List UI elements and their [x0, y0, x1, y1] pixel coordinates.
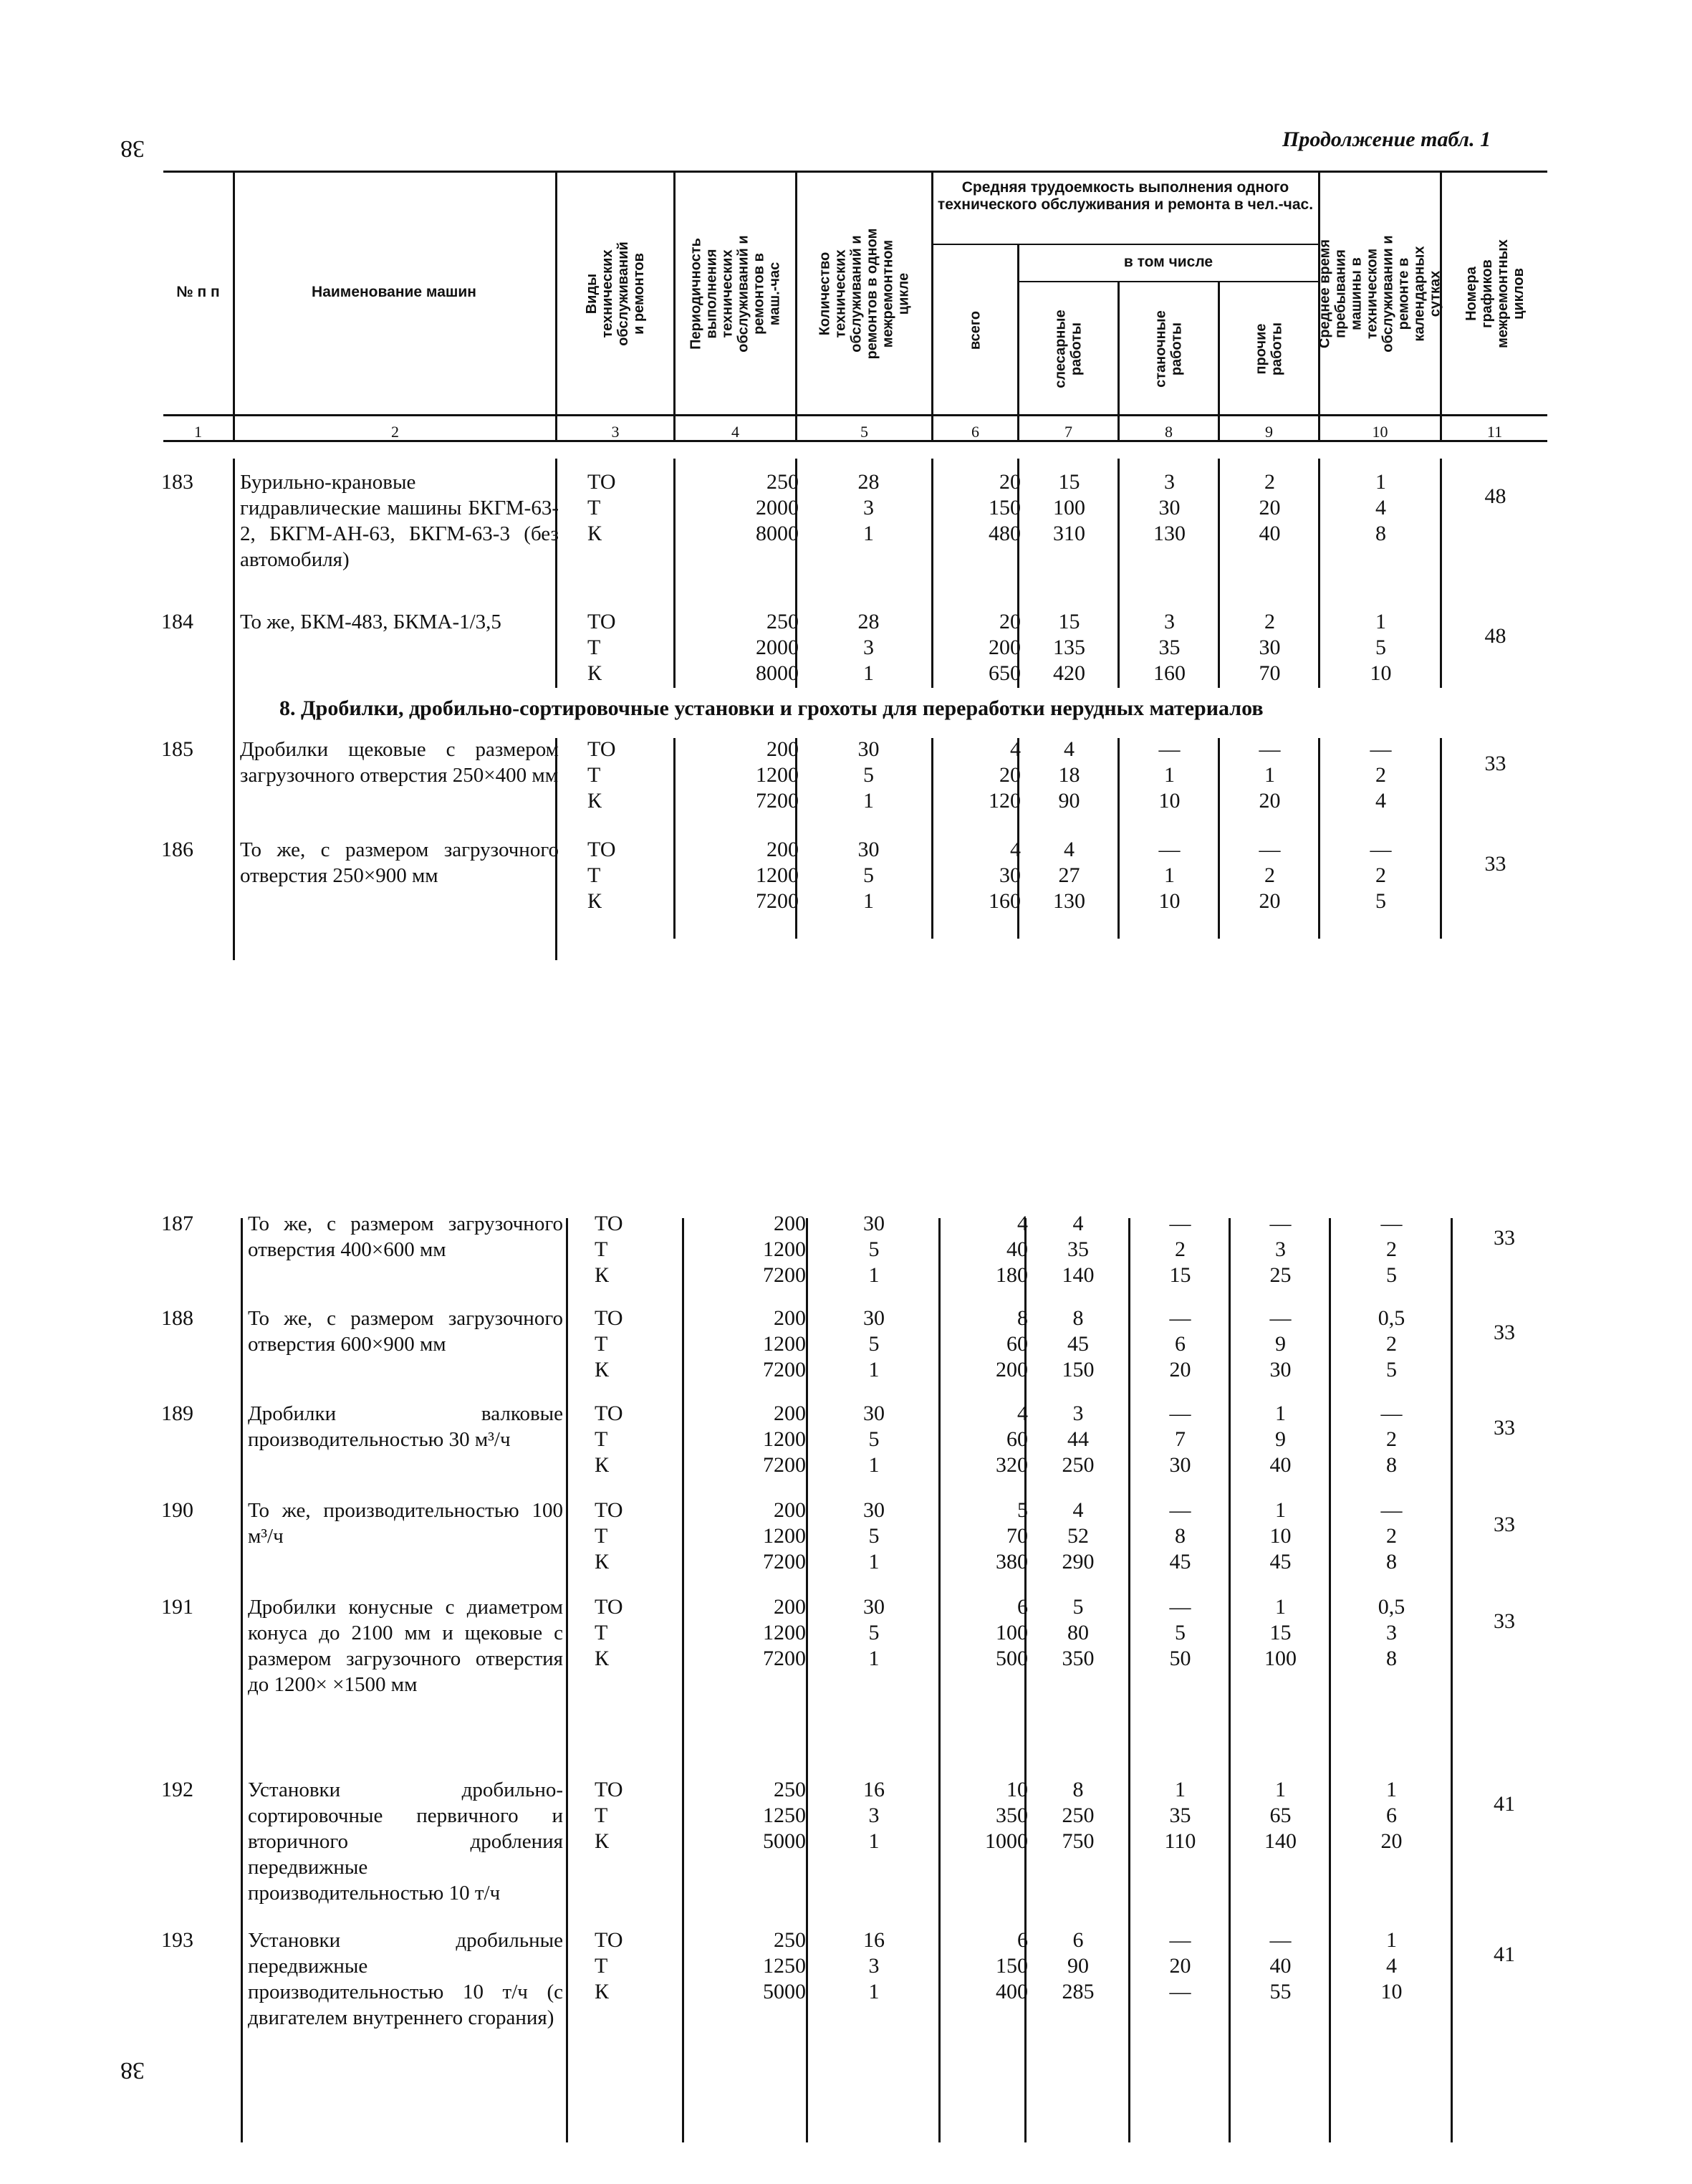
header-col9: прочие работы — [1253, 322, 1285, 376]
count: 30 5 1 — [863, 1595, 885, 1670]
col-number: 9 — [1265, 423, 1273, 441]
graph-number: 33 — [1494, 1513, 1515, 1536]
labor-fitting: 4 35 140 — [1062, 1212, 1095, 1287]
labor-total: 4 40 180 — [996, 1212, 1028, 1287]
labor-fitting: 6 90 285 — [1062, 1928, 1095, 2003]
periodicity: 200 1200 7200 — [763, 1498, 806, 1574]
labor-machining: 3 30 130 — [1153, 470, 1186, 545]
count: 30 5 1 — [863, 1212, 885, 1287]
service-types: ТО Т К — [587, 470, 616, 545]
header-mid-rule — [163, 414, 1547, 416]
table-caption: Продолжение табл. 1 — [1282, 128, 1491, 151]
graph-number: 48 — [1484, 484, 1506, 508]
graph-number: 41 — [1494, 1792, 1515, 1816]
header-col8: станочные работы — [1153, 310, 1185, 388]
graph-number: 33 — [1494, 1226, 1515, 1250]
labor-fitting: 3 44 250 — [1062, 1402, 1095, 1477]
machine-name: То же, с размером загрузочного отверстия 600×900 мм — [248, 1307, 563, 1356]
downtime-days: 1 5 10 — [1370, 610, 1392, 685]
col-number: 10 — [1372, 423, 1388, 441]
labor-machining: — 6 20 — [1169, 1306, 1191, 1381]
service-types: ТО Т К — [595, 1928, 623, 2003]
machine-name: Установки дробильно-сортировочные первичного и вторичного дробления передвижные производительностью 10 т/ч — [248, 1778, 563, 1905]
count: 16 3 1 — [863, 1928, 885, 2003]
labor-machining: 1 35 110 — [1164, 1778, 1196, 1853]
table-row — [0, 1401, 1692, 1487]
labor-machining: — 7 30 — [1169, 1402, 1191, 1477]
machine-name: Дробилки конусные с диаметром конуса до 2100 мм и щековые с размером загрузочного отверстия до 1200× ×1500 мм — [248, 1596, 563, 1696]
labor-total: 6 100 500 — [996, 1595, 1028, 1670]
count: 30 5 1 — [863, 1498, 885, 1574]
labor-total: 5 70 380 — [996, 1498, 1028, 1574]
table-row — [0, 469, 1692, 605]
downtime-days: 1 6 20 — [1380, 1778, 1403, 1853]
count: 30 5 1 — [863, 1306, 885, 1381]
labor-total: 20 150 480 — [989, 470, 1021, 545]
periodicity: 200 1200 7200 — [756, 838, 799, 913]
header-col10: Среднее время пребывания машины в техническом обслуживании и ремонте в календарных сутках — [1317, 235, 1443, 353]
header-col6: всего — [967, 310, 984, 350]
subgroup-rule — [1017, 281, 1318, 282]
row-number: 192 — [161, 1778, 193, 1801]
col-number: 8 — [1165, 423, 1173, 441]
periodicity: 200 1200 7200 — [763, 1402, 806, 1477]
header-col5: Количество технических обслуживаний и ремонтов в одном межремонтном цикле — [817, 228, 912, 360]
downtime-days: — 2 5 — [1370, 838, 1392, 913]
labor-fitting: 4 52 290 — [1062, 1498, 1095, 1574]
periodicity: 200 1200 7200 — [763, 1306, 806, 1381]
service-types: ТО Т К — [595, 1778, 623, 1853]
machine-name: Дробилки валковые производительностью 30 м³/ч — [248, 1402, 563, 1451]
labor-other: 1 15 100 — [1264, 1595, 1297, 1670]
count: 30 5 1 — [857, 737, 880, 813]
header-top-rule — [163, 171, 1547, 173]
count: 30 5 1 — [863, 1402, 885, 1477]
count: 28 3 1 — [857, 610, 880, 685]
labor-fitting: 15 100 310 — [1053, 470, 1085, 545]
labor-other: 2 30 70 — [1259, 610, 1281, 685]
table-row — [0, 1306, 1692, 1392]
labor-machining: — 20 — — [1169, 1928, 1191, 2003]
downtime-days: — 2 4 — [1370, 737, 1392, 813]
row-number: 187 — [161, 1212, 193, 1235]
col-number: 2 — [391, 423, 399, 441]
labor-total: 8 60 200 — [996, 1306, 1028, 1381]
downtime-days: — 2 8 — [1380, 1498, 1403, 1574]
table-row — [0, 1777, 1692, 1920]
row-number: 185 — [161, 737, 193, 761]
page-number-top: 38 — [120, 135, 145, 162]
header-col1: № п п — [176, 284, 220, 300]
graph-number: 33 — [1484, 752, 1506, 775]
labor-machining: — 1 10 — [1158, 737, 1181, 813]
labor-other: 1 9 40 — [1269, 1402, 1292, 1477]
count: 28 3 1 — [857, 470, 880, 545]
labor-other: 1 65 140 — [1264, 1778, 1297, 1853]
count: 16 3 1 — [863, 1778, 885, 1853]
labor-other: — 9 30 — [1269, 1306, 1292, 1381]
row-number: 188 — [161, 1306, 193, 1330]
header-col7: слесарные работы — [1052, 310, 1085, 388]
labor-machining: — 1 10 — [1158, 838, 1181, 913]
row-number: 184 — [161, 610, 193, 633]
labor-other: 2 20 40 — [1259, 470, 1281, 545]
labor-total: 6 150 400 — [996, 1928, 1028, 2003]
service-types: ТО Т К — [595, 1498, 623, 1574]
col-number: 5 — [860, 423, 868, 441]
col-number: 4 — [731, 423, 739, 441]
periodicity: 250 2000 8000 — [756, 470, 799, 545]
table-row — [0, 837, 1692, 923]
labor-other: — 2 20 — [1259, 838, 1281, 913]
labor-fitting: 4 27 130 — [1053, 838, 1085, 913]
periodicity: 200 1200 7200 — [763, 1595, 806, 1670]
col-number: 3 — [611, 423, 620, 441]
graph-number: 41 — [1494, 1943, 1515, 1966]
labor-fitting: 5 80 350 — [1062, 1595, 1095, 1670]
downtime-days: — 2 8 — [1380, 1402, 1403, 1477]
row-number: 189 — [161, 1402, 193, 1425]
machine-name: То же, с размером загрузочного отверстия 400×600 мм — [248, 1212, 563, 1261]
service-types: ТО Т К — [587, 610, 616, 685]
downtime-days: 0,5 3 8 — [1378, 1595, 1405, 1670]
col-number: 7 — [1064, 423, 1072, 441]
labor-other: — 40 55 — [1269, 1928, 1292, 2003]
header-divider — [233, 171, 235, 441]
labor-other: 1 10 45 — [1269, 1498, 1292, 1574]
header-col4: Периодичность выполнения технических обслуживаний и ремонтов в маш.-час — [688, 235, 783, 353]
periodicity: 250 2000 8000 — [756, 610, 799, 685]
row-number: 190 — [161, 1498, 193, 1522]
header-col3: Виды технических обслуживаний и ремонтов — [584, 241, 647, 346]
row-number: 183 — [161, 470, 193, 494]
graph-number: 48 — [1484, 624, 1506, 648]
downtime-days: 1 4 8 — [1375, 470, 1386, 545]
labor-machining: 3 35 160 — [1153, 610, 1186, 685]
count: 30 5 1 — [857, 838, 880, 913]
labor-total: 20 200 650 — [989, 610, 1021, 685]
graph-number: 33 — [1484, 852, 1506, 876]
graph-number: 33 — [1494, 1416, 1515, 1440]
machine-name: То же, производительностью 100 м³/ч — [248, 1499, 563, 1548]
machine-name: То же, БКМ-483, БКМА-1/3,5 — [240, 610, 501, 633]
table-row — [0, 737, 1692, 823]
row-number: 186 — [161, 838, 193, 861]
labor-total: 4 30 160 — [989, 838, 1021, 913]
labor-total: 4 60 320 — [996, 1402, 1028, 1477]
service-types: ТО Т К — [587, 838, 616, 913]
table-row — [0, 1498, 1692, 1574]
row-number: 191 — [161, 1595, 193, 1619]
group-rule — [931, 244, 1318, 245]
graph-number: 33 — [1494, 1609, 1515, 1633]
labor-machining: — 2 15 — [1169, 1212, 1191, 1287]
machine-name: Дробилки щековые с размером загрузочного отверстия 250×400 мм — [240, 738, 559, 787]
section-title: 8. Дробилки, дробильно-сортировочные установки и грохоты для переработки нерудных материалов — [279, 696, 1264, 720]
service-types: ТО Т К — [587, 737, 616, 813]
col-number: 1 — [194, 423, 202, 441]
periodicity: 200 1200 7200 — [763, 1212, 806, 1287]
table-row — [0, 1594, 1692, 1766]
labor-total: 10 350 1000 — [985, 1778, 1028, 1853]
labor-total: 4 20 120 — [989, 737, 1021, 813]
table-row — [0, 609, 1692, 685]
page-number-bottom: 38 — [120, 2057, 145, 2084]
header-col2: Наименование машин — [312, 284, 476, 300]
periodicity: 200 1200 7200 — [756, 737, 799, 813]
labor-other: — 3 25 — [1269, 1212, 1292, 1287]
graph-number: 33 — [1494, 1321, 1515, 1344]
machine-name: Установки дробильные передвижные производительностью 10 т/ч (с двигателем внутреннего сгорания) — [248, 1929, 563, 2029]
labor-fitting: 4 18 90 — [1058, 737, 1080, 813]
labor-fitting: 15 135 420 — [1053, 610, 1085, 685]
service-types: ТО Т К — [595, 1595, 623, 1670]
service-types: ТО Т К — [595, 1212, 623, 1287]
machine-name: Бурильно-крановые гидравлические машины БКГМ-63-2, БКГМ-АН-63, БКГМ-63-3 (без автомобиля) — [240, 471, 559, 571]
table-row — [0, 1211, 1692, 1297]
labor-machining: — 5 50 — [1169, 1595, 1191, 1670]
col-number: 6 — [971, 423, 979, 441]
table-row — [0, 1927, 1692, 2071]
downtime-days: 1 4 10 — [1380, 1928, 1403, 2003]
row-number: 193 — [161, 1928, 193, 1952]
col-number: 11 — [1486, 423, 1503, 441]
labor-fitting: 8 250 750 — [1062, 1778, 1095, 1853]
service-types: ТО Т К — [595, 1306, 623, 1381]
header-col11: Номера графиков межремонтных циклов — [1463, 239, 1527, 348]
downtime-days: — 2 5 — [1380, 1212, 1403, 1287]
header-subgroup: в том числе — [1123, 254, 1213, 270]
periodicity: 250 1250 5000 — [763, 1928, 806, 2003]
header-group: Средняя трудоемкость выполнения одного технического обслуживания и ремонта в чел.-час. — [937, 179, 1314, 213]
machine-name: То же, с размером загрузочного отверстия 250×900 мм — [240, 838, 559, 887]
downtime-days: 0,5 2 5 — [1378, 1306, 1405, 1381]
labor-fitting: 8 45 150 — [1062, 1306, 1095, 1381]
labor-machining: — 8 45 — [1169, 1498, 1191, 1574]
service-types: ТО Т К — [595, 1402, 623, 1477]
periodicity: 250 1250 5000 — [763, 1778, 806, 1853]
labor-other: — 1 20 — [1259, 737, 1281, 813]
